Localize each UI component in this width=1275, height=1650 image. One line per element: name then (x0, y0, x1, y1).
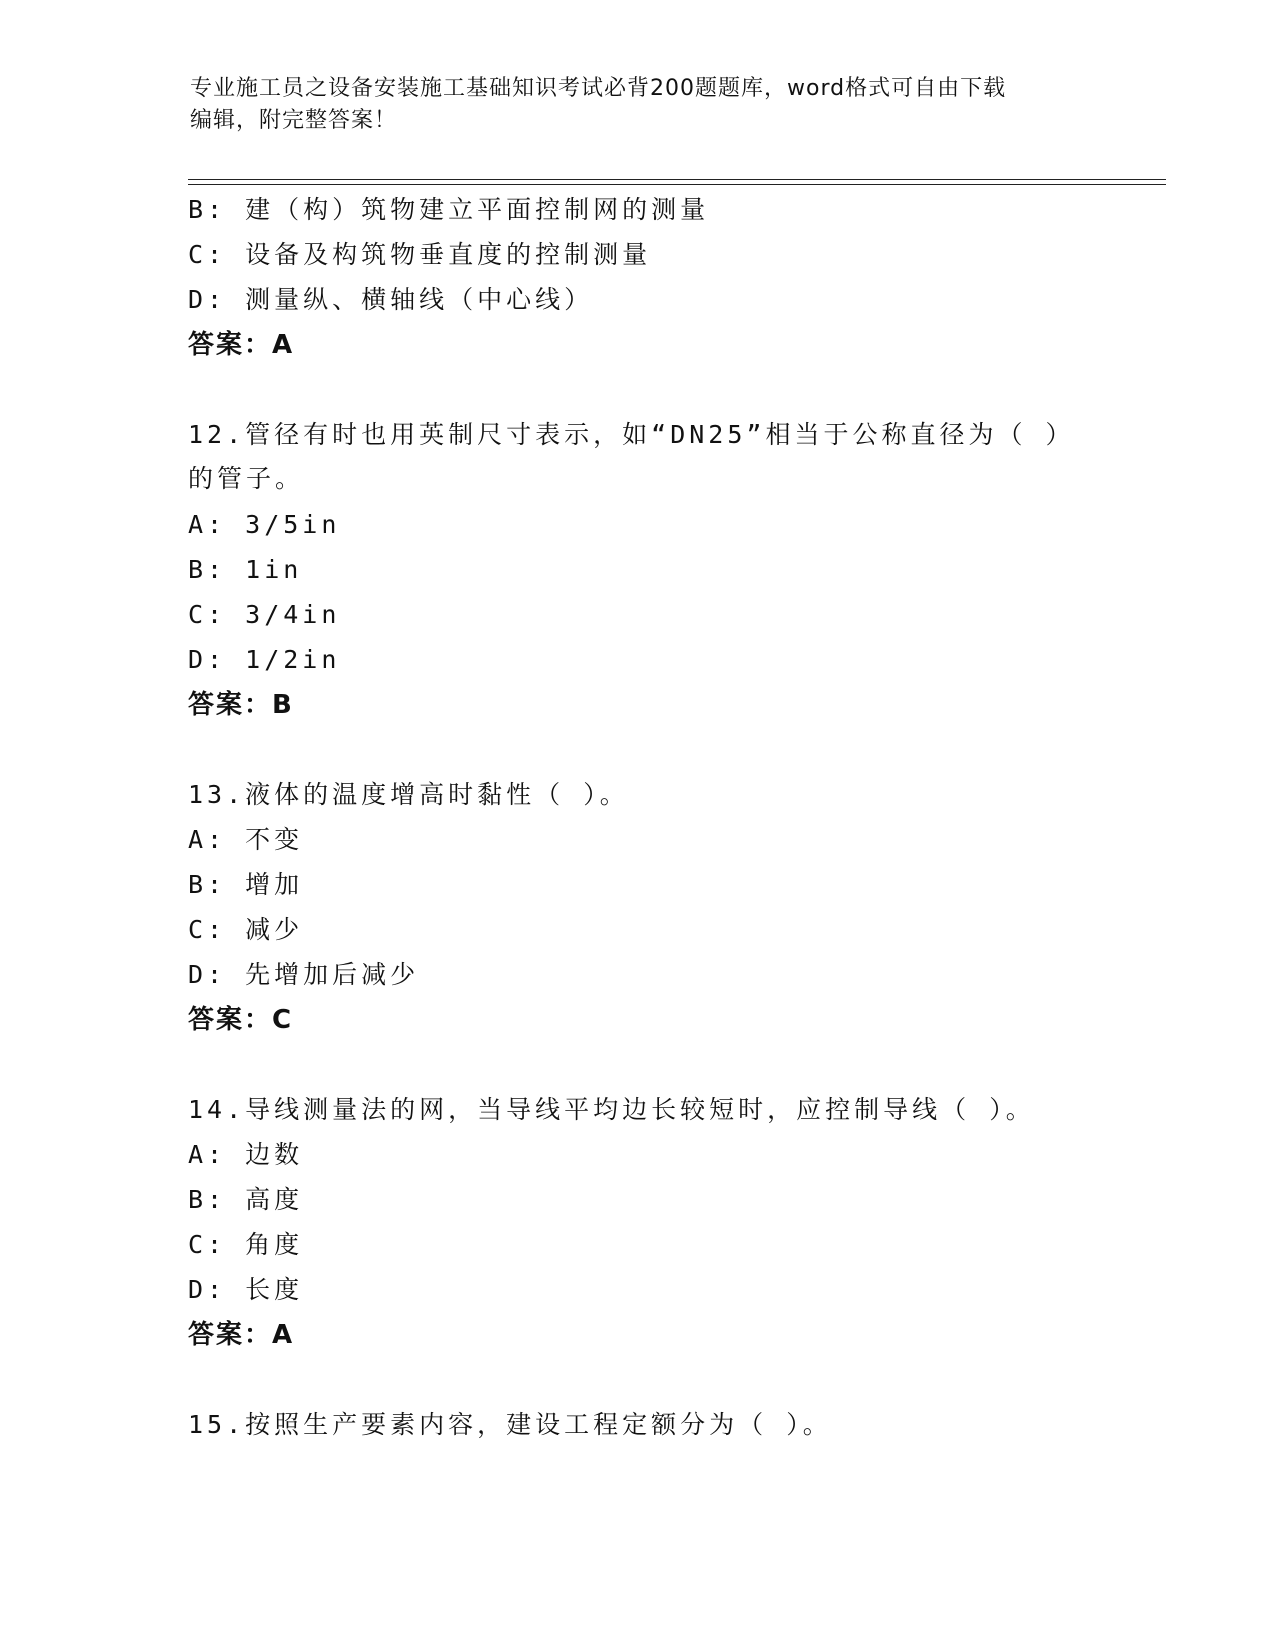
answer: 答案：A (188, 330, 295, 360)
document-header (190, 73, 1090, 137)
option-c: C: 3/4in (188, 600, 341, 629)
option-c: C: 设备及构筑物垂直度的控制测量 (188, 240, 652, 269)
option-a: A: 不变 (188, 825, 304, 854)
question-stem-continued: 的管子。 (188, 464, 305, 493)
question-stem: 13.液体的温度增高时黏性（ ）。 (188, 780, 629, 809)
question-stem: 12.管径有时也用英制尺寸表示，如“DN25”相当于公称直径为（ ） (188, 420, 1075, 449)
question-stem: 14.导线测量法的网，当导线平均边长较短时，应控制导线（ ）。 (188, 1095, 1035, 1124)
option-d: D: 长度 (188, 1275, 304, 1304)
option-a: A: 边数 (188, 1140, 304, 1169)
question-stem: 15.按照生产要素内容，建设工程定额分为（ ）。 (188, 1410, 832, 1439)
option-c: C: 减少 (188, 915, 304, 944)
option-d: D: 测量纵、横轴线（中心线） (188, 285, 594, 314)
option-b: B: 建（构）筑物建立平面控制网的测量 (188, 195, 710, 224)
header-line-1: 专业施工员之设备安装施工基础知识考试必背200题题库，word格式可自由下载 (190, 76, 1007, 101)
answer: 答案：A (188, 1320, 295, 1350)
option-c: C: 角度 (188, 1230, 304, 1259)
option-d: D: 1/2in (188, 645, 341, 674)
option-b: B: 增加 (188, 870, 304, 899)
header-divider-top (188, 179, 1166, 180)
option-a: A: 3/5in (188, 510, 341, 539)
option-b: B: 高度 (188, 1185, 304, 1214)
header-divider-bottom (188, 184, 1166, 185)
answer: 答案：C (188, 1005, 294, 1035)
option-d: D: 先增加后减少 (188, 960, 420, 989)
answer: 答案：B (188, 690, 294, 720)
header-line-2: 编辑，附完整答案！ (190, 108, 398, 133)
option-b: B: 1in (188, 555, 303, 584)
